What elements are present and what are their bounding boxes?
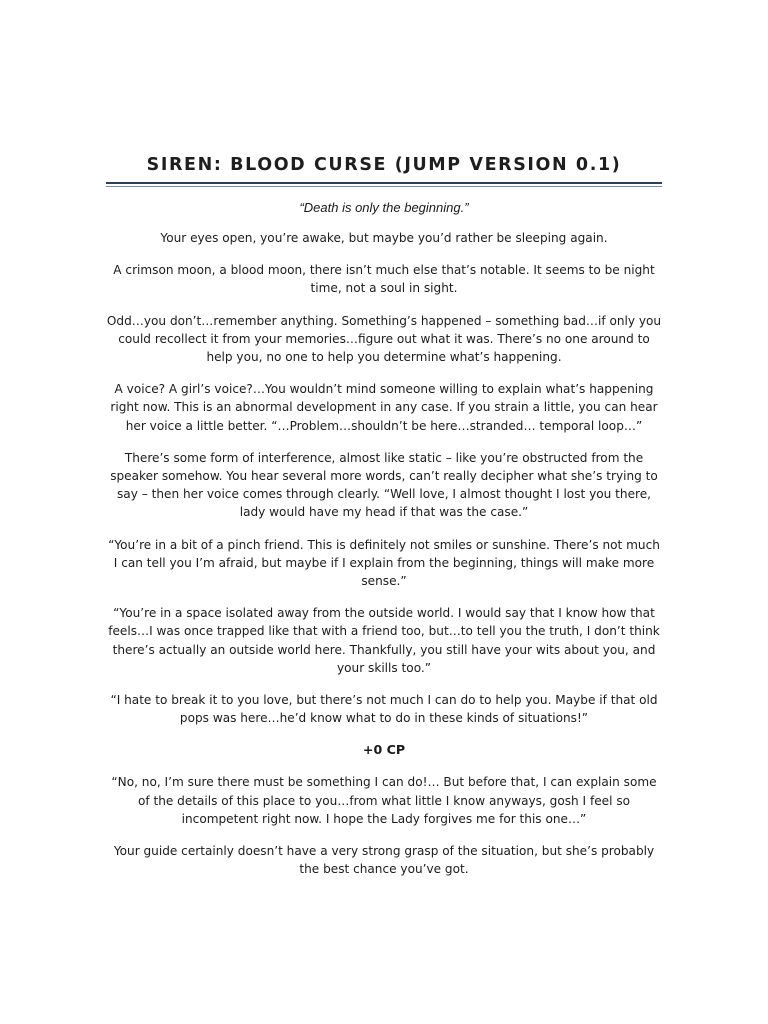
paragraph: “You’re in a bit of a pinch friend. This is definitely not smiles or sunshine. There’s not much I can tell you I’m afraid, but maybe if I explain from the beginning, things will make more sense.” xyxy=(108,537,660,589)
document-title: SIREN: BLOOD CURSE (JUMP VERSION 0.1) xyxy=(146,155,622,175)
paragraph: “No, no, I’m sure there must be something I can do!… But before that, I can explain some of the details of this place to you…from what little I know anyways, gosh I feel so incompetent right now. I hope the Lady forgives me for this one…” xyxy=(111,775,657,826)
paragraph: A voice? A girl’s voice?…You wouldn’t mind someone willing to explain what’s happening right now. This is an abnormal development in any case. If you strain a little, you can hear her voice a little better. “…Problem…shouldn’t be here…stranded… temporal loop…” xyxy=(110,382,658,433)
paragraph: “I hate to break it to you love, but there’s not much I can do to help you. Maybe if that old pops was here…he’d know what to do in these kinds of situations!” xyxy=(110,693,658,726)
paragraph: “You’re in a space isolated away from the outside world. I would say that I know how that feels…I was once trapped like that with a friend too, but…to tell you the truth, I don’t think there’s actually an outside world here. Thankfully, you still have your wits about you, and your skills too.” xyxy=(108,606,660,675)
paragraph: There’s some form of interference, almost like static – like you’re obstructed from the speaker somehow. You hear several more words, can’t really decipher what she’s trying to say – then her voice comes through clearly. “Well love, I almost thought I lost you there, lady would have my head if that was the case.” xyxy=(110,450,658,520)
cp-award: +0 CP xyxy=(362,742,406,758)
paragraph: Odd…you don’t…remember anything. Something’s happened – something bad…if only you could recollect it from your memories…figure out what it was. There’s no one around to help you, no one to help you determine what’s happening. xyxy=(106,313,662,365)
paragraph: Your eyes open, you’re awake, but maybe you’d rather be sleeping again. xyxy=(160,231,608,245)
epigraph-quote: “Death is only the beginning.” xyxy=(299,200,469,215)
paragraph: A crimson moon, a blood moon, there isn’t much else that’s notable. It seems to be night time, not a soul in sight. xyxy=(113,263,655,296)
title-divider xyxy=(106,182,662,184)
paragraph: Your guide certainly doesn’t have a very strong grasp of the situation, but she’s probably the best chance you’ve got. xyxy=(113,844,655,877)
document-page xyxy=(106,148,662,892)
